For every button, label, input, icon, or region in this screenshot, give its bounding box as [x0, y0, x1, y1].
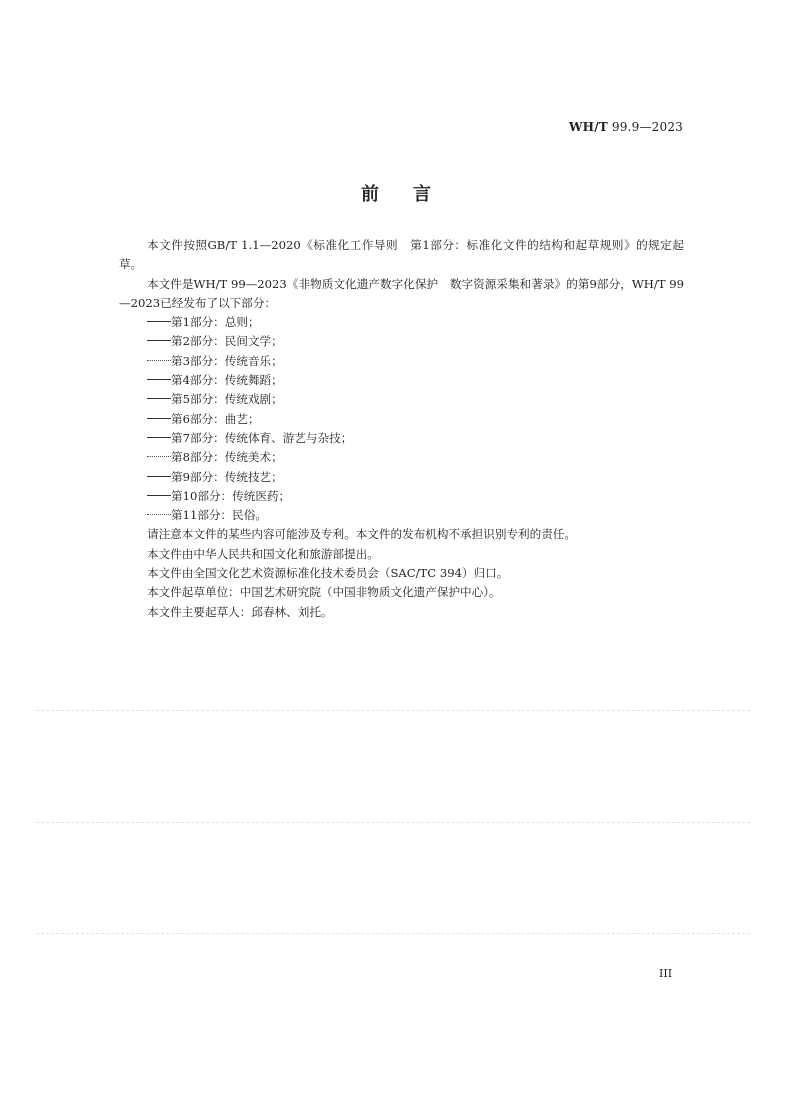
centralized-statement: 本文件由全国文化艺术资源标准化技术委员会（SAC/TC 394）归口。 [147, 566, 509, 581]
standard-code-header [569, 120, 683, 134]
dash-marker [147, 360, 171, 361]
drafting-unit-statement: 本文件起草单位：中国艺术研究院（中国非物质文化遗产保护中心）。 [147, 585, 501, 600]
list-item [119, 332, 684, 351]
intro-paragraph-1: 本文件按照GB/T 1.1—2020《标准化工作导则 第1部分：标准化文件的结构和起草规则》的规定起草。 [119, 238, 684, 272]
drafters-statement: 本文件主要起草人：邱春林、刘托。 [147, 604, 333, 619]
list-item-text: 第3部分：传统音乐； [171, 353, 283, 368]
list-item [119, 429, 684, 448]
list-item [119, 352, 684, 371]
list-item-text: 第1部分：总则； [171, 315, 260, 330]
list-item-text: 第11部分：民俗。 [171, 508, 267, 523]
list-item [119, 448, 684, 467]
list-item-text: 第7部分：传统体育、游艺与杂技； [171, 430, 353, 445]
foreword-body [119, 236, 684, 622]
page-number: III [659, 967, 673, 980]
page-title: 前言 [361, 184, 465, 205]
list-item-text: 第10部分：传统医药； [171, 488, 291, 503]
dash-marker [147, 437, 171, 438]
list-item [119, 410, 684, 429]
intro-paragraph-2: 本文件是WH/T 99—2023《非物质文化遗产数字化保护 数字资源采集和著录》的第9部分，WH/T 99—2023已经发布了以下部分： [119, 276, 684, 310]
faint-separator [36, 822, 750, 823]
standard-code-prefix: WH/T [568, 120, 608, 134]
list-item [119, 390, 684, 409]
list-item [119, 468, 684, 487]
faint-separator [36, 933, 750, 934]
dash-marker [147, 495, 171, 496]
list-item-text: 第5部分：传统戏剧； [171, 392, 283, 407]
patent-statement: 请注意本文件的某些内容可能涉及专利。本文件的发布机构不承担识别专利的责任。 [147, 527, 576, 542]
list-item-text: 第8部分：传统美术； [171, 450, 283, 465]
dash-marker [147, 456, 171, 457]
standard-code-number: 99.9—2023 [607, 120, 683, 134]
list-item [119, 313, 684, 332]
list-item [119, 371, 684, 390]
faint-separator [36, 710, 750, 711]
dash-marker [147, 321, 171, 322]
proposer-statement: 本文件由中华人民共和国文化和旅游部提出。 [147, 546, 379, 561]
dash-marker [147, 398, 171, 399]
list-item-text: 第4部分：传统舞蹈； [171, 373, 283, 388]
list-item-text: 第6部分：曲艺； [171, 411, 260, 426]
dash-marker [147, 476, 171, 477]
list-item-text: 第9部分：传统技艺； [171, 469, 283, 484]
list-item [119, 506, 684, 525]
list-item-text: 第2部分：民间文学； [171, 334, 283, 349]
dash-marker [147, 514, 171, 515]
dash-marker [147, 379, 171, 380]
dash-marker [147, 418, 171, 419]
list-item [119, 487, 684, 506]
dash-marker [147, 340, 171, 341]
